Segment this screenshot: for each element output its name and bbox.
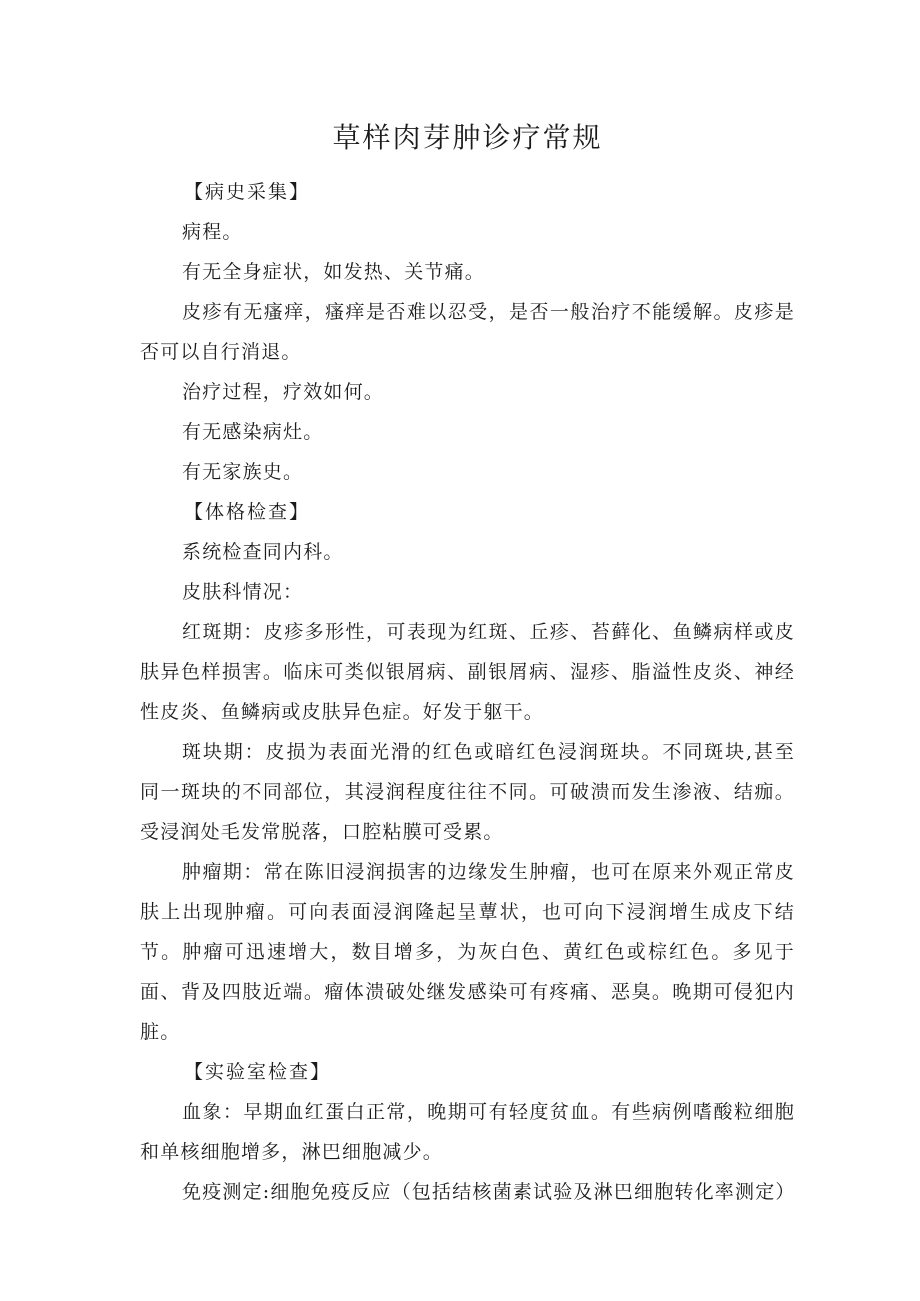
document-title: 草样肉芽肿诊疗常规 <box>332 121 603 154</box>
section-heading-lab: 【实验室检查】 <box>184 1061 332 1083</box>
paragraph: 皮肤科情况： <box>182 581 304 603</box>
paragraph: 病程。 <box>182 221 243 243</box>
section-lab <box>140 1052 795 1212</box>
paragraph: 血象：早期血红蛋白正常，晚期可有轻度贫血。有些病例嗜酸粒细胞和单核细胞增多，淋巴细胞减少。 <box>140 1101 795 1163</box>
paragraph: 红斑期：皮疹多形性，可表现为红斑、丘疹、苔藓化、鱼鳞病样或皮肤异色样损害。临床可类似银屑病、副银屑病、湿疹、脂溢性皮炎、神经性皮炎、鱼鳞病或皮肤异色症。好发于躯干。 <box>140 621 795 723</box>
paragraph: 皮疹有无瘙痒，瘙痒是否难以忍受，是否一般治疗不能缓解。皮疹是否可以自行消退。 <box>140 301 795 363</box>
paragraph: 系统检查同内科。 <box>182 541 344 563</box>
section-exam <box>140 492 795 1052</box>
section-history <box>140 172 795 492</box>
document-page <box>140 118 795 1212</box>
paragraph: 有无全身症状，如发热、关节痛。 <box>182 261 486 283</box>
paragraph: 免疫测定:细胞免疫反应（包括结核菌素试验及淋巴细胞转化率测定） <box>182 1181 796 1203</box>
paragraph: 肿瘤期：常在陈旧浸润损害的边缘发生肿瘤，也可在原来外观正常皮肤上出现肿瘤。可向表面浸润隆起呈蕈状，也可向下浸润增生成皮下结节。肿瘤可迅速增大，数目增多，为灰白色、黄红色或棕红色。多见于面、背及四肢近端。瘤体溃破处继发感染可有疼痛、恶臭。晚期可侵犯内脏。 <box>140 861 795 1043</box>
section-heading-exam: 【体格检查】 <box>184 501 311 523</box>
paragraph: 有无家族史。 <box>182 461 304 483</box>
paragraph: 斑块期：皮损为表面光滑的红色或暗红色浸润斑块。不同斑块,甚至同一斑块的不同部位，其浸润程度往往不同。可破溃而发生渗液、结痂。受浸润处毛发常脱落，口腔粘膜可受累。 <box>140 741 795 843</box>
section-heading-history: 【病史采集】 <box>184 181 311 203</box>
paragraph: 有无感染病灶。 <box>182 421 324 443</box>
paragraph: 治疗过程，疗效如何。 <box>182 381 385 403</box>
